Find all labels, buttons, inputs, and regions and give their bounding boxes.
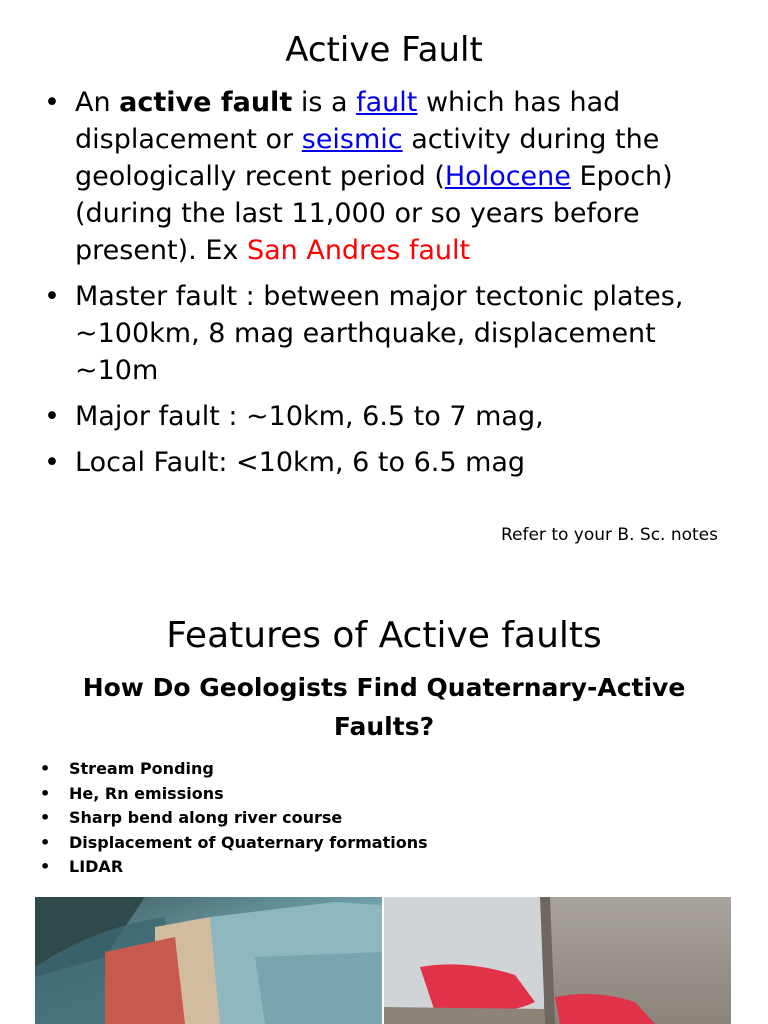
bullet-text: Local Fault: <10km, 6 to 6.5 mag bbox=[75, 447, 526, 478]
link-seismic[interactable]: seismic bbox=[301, 124, 403, 155]
list-item bbox=[40, 855, 428, 880]
feature-list bbox=[40, 757, 428, 880]
bold-term: active fault bbox=[119, 87, 293, 118]
bullet-text: Major fault : ~10km, 6.5 to 7 mag, bbox=[75, 401, 544, 432]
slide-title: Active Fault bbox=[285, 30, 483, 70]
text-span: which has had displacement or bbox=[75, 87, 621, 155]
bullet-dot: • bbox=[44, 401, 60, 432]
bullet-dot: • bbox=[40, 832, 51, 852]
bullet-item-definition bbox=[44, 84, 744, 269]
fault-displacement-photo bbox=[35, 897, 731, 1024]
bullet-dot: • bbox=[40, 857, 51, 876]
list-item bbox=[40, 757, 428, 782]
text-span: activity during the geologically recent period ( bbox=[75, 124, 660, 192]
bullet-item-master bbox=[44, 278, 744, 389]
bullet-dot: • bbox=[44, 87, 60, 118]
list-item-text: He, Rn emissions bbox=[69, 783, 224, 803]
bullet-item-local bbox=[44, 444, 744, 481]
list-item-text: Sharp bend along river course bbox=[69, 808, 343, 827]
text-span: An bbox=[75, 87, 120, 118]
list-item bbox=[40, 806, 428, 831]
bullet-list bbox=[44, 84, 744, 490]
bullet-dot: • bbox=[44, 447, 60, 478]
list-item bbox=[40, 782, 428, 807]
bullet-dot: • bbox=[40, 759, 51, 778]
bullet-item-major bbox=[44, 398, 744, 435]
example-fault: San Andres fault bbox=[246, 235, 471, 266]
bullet-text: Master fault : between major tectonic plates, ~100km, 8 mag earthquake, displacement ~10m bbox=[75, 281, 684, 386]
list-item bbox=[40, 831, 428, 856]
list-item-text: Displacement of Quaternary formations bbox=[69, 832, 428, 852]
link-holocene[interactable]: Holocene bbox=[444, 161, 571, 192]
link-fault[interactable]: fault bbox=[356, 87, 418, 118]
bullet-dot: • bbox=[44, 281, 60, 312]
slide-subtitle: How Do Geologists Find Quaternary-Active Faults? bbox=[82, 673, 686, 741]
photo-illustration bbox=[35, 897, 731, 1024]
bullet-dot: • bbox=[40, 808, 51, 827]
footnote: Refer to your B. Sc. notes bbox=[500, 525, 718, 545]
slide-title-features: Features of Active faults bbox=[166, 615, 602, 656]
text-span: Epoch) (during the last 11,000 or so years before present). Ex bbox=[75, 161, 673, 266]
bullet-dot: • bbox=[40, 783, 51, 803]
list-item-text: Stream Ponding bbox=[69, 759, 214, 778]
list-item-text: LIDAR bbox=[69, 857, 124, 876]
text-span: is a bbox=[292, 87, 357, 118]
